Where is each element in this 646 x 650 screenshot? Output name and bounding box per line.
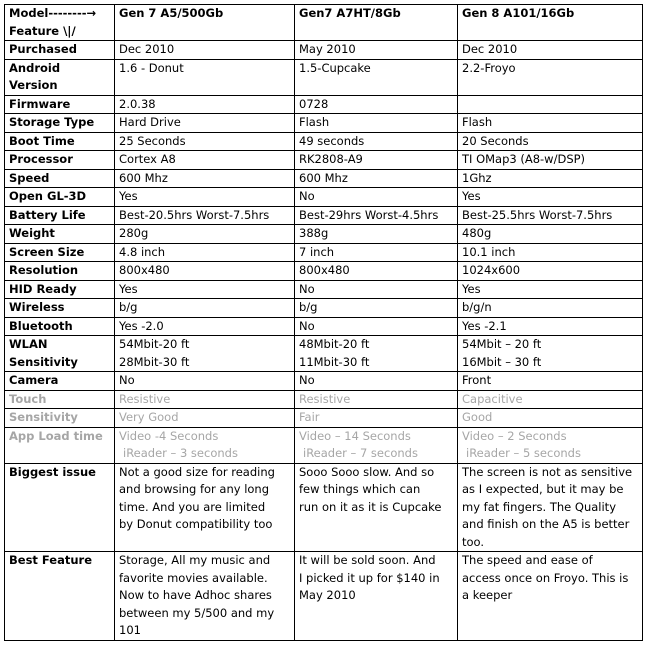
table-row bbox=[5, 225, 643, 244]
value-cell bbox=[458, 95, 643, 114]
device-header-a5: Gen 7 A5/500Gb bbox=[115, 5, 295, 41]
table-row bbox=[5, 280, 643, 299]
feature-label: Wireless bbox=[5, 299, 115, 318]
cell-line: iReader – 7 seconds bbox=[303, 446, 418, 460]
table-row bbox=[5, 390, 643, 409]
feature-label: Sensitivity bbox=[5, 409, 115, 428]
feature-label: Speed bbox=[5, 169, 115, 188]
value-cell bbox=[295, 336, 458, 372]
feature-label: Weight bbox=[5, 225, 115, 244]
cell-line: 48Mbit-20 ft bbox=[299, 337, 370, 351]
value-cell bbox=[115, 463, 295, 552]
cell-line: a keeper bbox=[462, 588, 513, 602]
cell-line: between my 5/500 and my bbox=[119, 605, 275, 620]
value-cell bbox=[115, 552, 295, 641]
value-cell: Dec 2010 bbox=[458, 41, 643, 60]
value-cell: 1.6 - Donut bbox=[115, 59, 295, 95]
table-row bbox=[5, 552, 643, 641]
value-cell: b/g/n bbox=[458, 299, 643, 318]
cell-line: my fat fingers. The Quality bbox=[462, 499, 616, 514]
cell-line: 54Mbit-20 ft bbox=[119, 337, 190, 351]
cell-line: 101 bbox=[119, 623, 141, 637]
cell-line: The speed and ease of bbox=[462, 553, 593, 567]
table-row bbox=[5, 243, 643, 262]
value-cell: Cortex A8 bbox=[115, 151, 295, 170]
value-cell: Best-25.5hrs Worst-7.5hrs bbox=[458, 206, 643, 225]
table-row bbox=[5, 262, 643, 281]
value-cell: Very Good bbox=[115, 409, 295, 428]
cell-line: The screen is not as sensitive bbox=[462, 464, 633, 479]
value-cell: Yes -2.1 bbox=[458, 317, 643, 336]
value-cell: Yes bbox=[458, 280, 643, 299]
cell-line: run on it as it is Cupcake bbox=[299, 499, 442, 514]
value-cell bbox=[295, 463, 458, 552]
value-cell bbox=[458, 336, 643, 372]
value-cell: 280g bbox=[115, 225, 295, 244]
value-cell: No bbox=[295, 188, 458, 207]
value-cell: Resistive bbox=[295, 390, 458, 409]
feature-label: Biggest issue bbox=[5, 463, 115, 552]
table-row bbox=[5, 188, 643, 207]
value-cell: b/g bbox=[295, 299, 458, 318]
value-cell: Yes bbox=[458, 188, 643, 207]
value-cell: Yes bbox=[115, 280, 295, 299]
feature-label: Best Feature bbox=[5, 552, 115, 641]
cell-line: It will be sold soon. And bbox=[299, 553, 436, 567]
table-row bbox=[5, 114, 643, 133]
cell-line: Not a good size for reading bbox=[119, 464, 275, 479]
value-cell: 1.5-Cupcake bbox=[295, 59, 458, 95]
value-cell: Best-29hrs Worst-4.5hrs bbox=[295, 206, 458, 225]
table-row bbox=[5, 95, 643, 114]
table-row bbox=[5, 427, 643, 463]
cell-line: and browsing for any long bbox=[119, 482, 270, 496]
value-cell: Good bbox=[458, 409, 643, 428]
value-cell: Yes -2.0 bbox=[115, 317, 295, 336]
value-cell bbox=[115, 427, 295, 463]
cell-line: Sooo Sooo slow. And so bbox=[299, 464, 435, 479]
table-row bbox=[5, 336, 643, 372]
feature-label: Processor bbox=[5, 151, 115, 170]
feature-label: Screen Size bbox=[5, 243, 115, 262]
cell-line: I picked it up for $140 in bbox=[299, 570, 440, 585]
device-header-a7ht: Gen7 A7HT/8Gb bbox=[295, 5, 458, 41]
table-row bbox=[5, 206, 643, 225]
corner-line-model: Model--------→ bbox=[9, 6, 97, 20]
value-cell bbox=[115, 336, 295, 372]
feature-label: Bluetooth bbox=[5, 317, 115, 336]
value-cell: No bbox=[295, 372, 458, 391]
table-row bbox=[5, 41, 643, 60]
feature-label: Resolution bbox=[5, 262, 115, 281]
cell-line: Video – 2 Seconds bbox=[462, 428, 567, 443]
device-header-a101: Gen 8 A101/16Gb bbox=[458, 5, 643, 41]
table-row bbox=[5, 299, 643, 318]
cell-line: iReader – 5 seconds bbox=[466, 446, 581, 460]
corner-line-feature: Feature \|/ bbox=[9, 23, 76, 38]
feature-label: Android Version bbox=[5, 59, 115, 95]
value-cell: 4.8 inch bbox=[115, 243, 295, 262]
value-cell: b/g bbox=[115, 299, 295, 318]
feature-label: Storage Type bbox=[5, 114, 115, 133]
table-row bbox=[5, 169, 643, 188]
value-cell: TI OMap3 (A8-w/DSP) bbox=[458, 151, 643, 170]
cell-line: 16Mbit – 30 ft bbox=[462, 354, 542, 369]
value-cell: Flash bbox=[295, 114, 458, 133]
table-row bbox=[5, 59, 643, 95]
value-cell: 20 Seconds bbox=[458, 132, 643, 151]
table-row bbox=[5, 409, 643, 428]
cell-line: May 2010 bbox=[299, 588, 356, 602]
feature-label: Camera bbox=[5, 372, 115, 391]
value-cell: 49 seconds bbox=[295, 132, 458, 151]
cell-line: access once on Froyo. This is bbox=[462, 570, 629, 585]
value-cell: Resistive bbox=[115, 390, 295, 409]
value-cell: 1024x600 bbox=[458, 262, 643, 281]
cell-line: Video – 14 Seconds bbox=[299, 428, 411, 443]
value-cell bbox=[458, 427, 643, 463]
value-cell bbox=[458, 552, 643, 641]
cell-line: 11Mbit-30 ft bbox=[299, 354, 370, 369]
cell-line: and finish on the A5 is better bbox=[462, 517, 630, 531]
value-cell: May 2010 bbox=[295, 41, 458, 60]
feature-label: Battery Life bbox=[5, 206, 115, 225]
cell-line: as I expected, but it may be bbox=[462, 482, 624, 496]
value-cell: Capacitive bbox=[458, 390, 643, 409]
value-cell: No bbox=[295, 317, 458, 336]
value-cell: 10.1 inch bbox=[458, 243, 643, 262]
value-cell bbox=[295, 552, 458, 641]
value-cell: Best-20.5hrs Worst-7.5hrs bbox=[115, 206, 295, 225]
value-cell: No bbox=[295, 280, 458, 299]
value-cell: Dec 2010 bbox=[115, 41, 295, 60]
cell-line: by Donut compatibility too bbox=[119, 517, 273, 531]
cell-line: 54Mbit – 20 ft bbox=[462, 337, 542, 351]
value-cell: 800x480 bbox=[295, 262, 458, 281]
value-cell: Flash bbox=[458, 114, 643, 133]
cell-line: time. And you are limited bbox=[119, 499, 266, 514]
cell-line: 28Mbit-30 ft bbox=[119, 354, 190, 369]
value-cell bbox=[458, 463, 643, 552]
value-cell: Front bbox=[458, 372, 643, 391]
value-cell: RK2808-A9 bbox=[295, 151, 458, 170]
cell-line: too. bbox=[462, 534, 485, 549]
feature-label: Touch bbox=[5, 390, 115, 409]
feature-label: Boot Time bbox=[5, 132, 115, 151]
value-cell bbox=[295, 427, 458, 463]
table-row bbox=[5, 463, 643, 552]
cell-line: favorite movies available. bbox=[119, 570, 268, 585]
cell-line: Video -4 Seconds bbox=[119, 428, 219, 443]
header-row bbox=[5, 5, 643, 41]
feature-label: Firmware bbox=[5, 95, 115, 114]
table-row bbox=[5, 317, 643, 336]
value-cell: 600 Mhz bbox=[115, 169, 295, 188]
value-cell: 2.0.38 bbox=[115, 95, 295, 114]
value-cell: 600 Mhz bbox=[295, 169, 458, 188]
value-cell: 7 inch bbox=[295, 243, 458, 262]
table-row bbox=[5, 151, 643, 170]
value-cell: 25 Seconds bbox=[115, 132, 295, 151]
value-cell: Fair bbox=[295, 409, 458, 428]
feature-label: HID Ready bbox=[5, 280, 115, 299]
feature-label: WLAN Sensitivity bbox=[5, 336, 115, 372]
feature-label: Purchased bbox=[5, 41, 115, 60]
table-row bbox=[5, 372, 643, 391]
value-cell: No bbox=[115, 372, 295, 391]
value-cell: 480g bbox=[458, 225, 643, 244]
feature-label: App Load time bbox=[5, 427, 115, 463]
cell-line: Storage, All my music and bbox=[119, 553, 271, 567]
cell-line: iReader – 3 seconds bbox=[123, 446, 238, 460]
value-cell: 0728 bbox=[295, 95, 458, 114]
value-cell: 1Ghz bbox=[458, 169, 643, 188]
comparison-table bbox=[4, 4, 643, 641]
value-cell: 2.2-Froyo bbox=[458, 59, 643, 95]
value-cell: Yes bbox=[115, 188, 295, 207]
table-row bbox=[5, 132, 643, 151]
cell-line: few things which can bbox=[299, 482, 421, 496]
value-cell: Hard Drive bbox=[115, 114, 295, 133]
cell-line: Now to have Adhoc shares bbox=[119, 588, 272, 602]
corner-header-cell bbox=[5, 5, 115, 41]
feature-label: Open GL-3D bbox=[5, 188, 115, 207]
value-cell: 388g bbox=[295, 225, 458, 244]
value-cell: 800x480 bbox=[115, 262, 295, 281]
